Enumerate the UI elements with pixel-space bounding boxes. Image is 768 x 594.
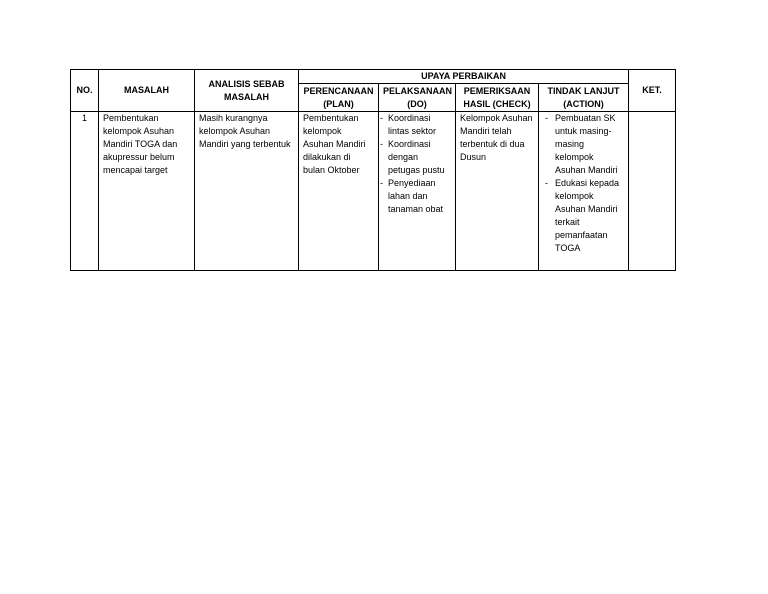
header-perencanaan: PERENCANAAN (PLAN) bbox=[299, 84, 379, 112]
cell-no: 1 bbox=[71, 112, 99, 271]
cell-masalah: Pembentukan kelompok Asuhan Mandiri TOGA dan akupressur belum mencapai target bbox=[99, 112, 195, 271]
cell-perencanaan: Pembentukan kelompok Asuhan Mandiri dilakukan di bulan Oktober bbox=[299, 112, 379, 271]
header-masalah: MASALAH bbox=[99, 70, 195, 112]
tindak-lanjut-list bbox=[543, 112, 624, 255]
list-item: - Edukasi kepada kelompok Asuhan Mandiri terkait pemanfaatan TOGA bbox=[543, 177, 624, 255]
header-pemeriksaan: PEMERIKSAAN HASIL (CHECK) bbox=[456, 84, 539, 112]
problem-analysis-table bbox=[70, 69, 676, 271]
cell-ket bbox=[629, 112, 676, 271]
cell-pelaksanaan bbox=[379, 112, 456, 271]
header-analisis: ANALISIS SEBAB MASALAH bbox=[195, 70, 299, 112]
header-pelaksanaan: PELAKSANAAN (DO) bbox=[379, 84, 456, 112]
table-row bbox=[71, 112, 676, 271]
header-ket: KET. bbox=[629, 70, 676, 112]
cell-pemeriksaan: Kelompok Asuhan Mandiri telah terbentuk di dua Dusun bbox=[456, 112, 539, 271]
pelaksanaan-list bbox=[380, 112, 451, 216]
list-item: - Koordinasi lintas sektor bbox=[380, 112, 451, 138]
list-item: - Pembuatan SK untuk masing-masing kelompok Asuhan Mandiri bbox=[543, 112, 624, 177]
cell-analisis: Masih kurangnya kelompok Asuhan Mandiri yang terbentuk bbox=[195, 112, 299, 271]
header-tindak-lanjut: TINDAK LANJUT (ACTION) bbox=[539, 84, 629, 112]
header-upaya-perbaikan: UPAYA PERBAIKAN bbox=[299, 70, 629, 84]
list-item: - Penyediaan lahan dan tanaman obat bbox=[380, 177, 451, 216]
header-no: NO. bbox=[71, 70, 99, 112]
cell-tindak-lanjut bbox=[539, 112, 629, 271]
list-item: - Koordinasi dengan petugas pustu bbox=[380, 138, 451, 177]
